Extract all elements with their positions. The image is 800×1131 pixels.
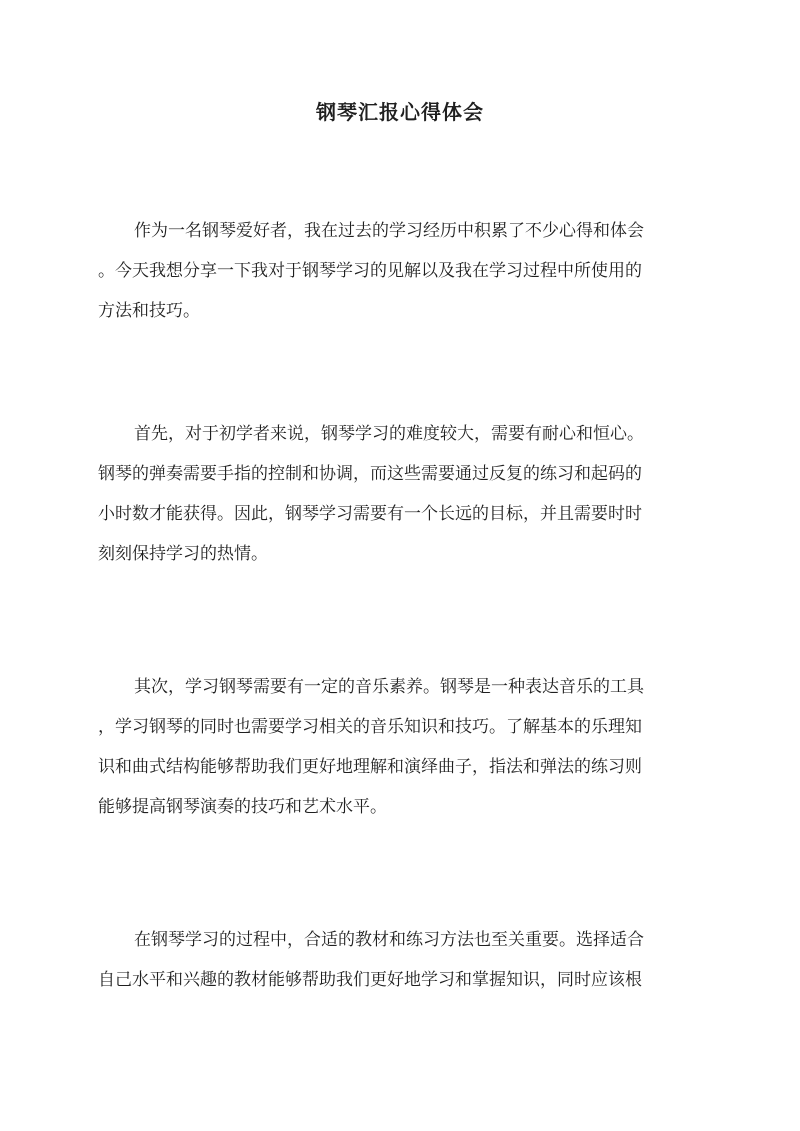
paragraph-3 — [98, 667, 702, 827]
paragraph-1 — [98, 211, 702, 331]
paragraph-line: ，学习钢琴的同时也需要学习相关的音乐知识和技巧。了解基本的乐理知 — [98, 717, 642, 737]
paragraph-line: 作为一名钢琴爱好者，我在过去的学习经历中积累了不少心得和体会 — [134, 221, 644, 241]
paragraph-line: 钢琴的弹奏需要手指的控制和协调，而这些需要通过反复的练习和起码的 — [98, 464, 642, 484]
paragraph-2 — [98, 414, 702, 574]
paragraph-line: 首先，对于初学者来说，钢琴学习的难度较大，需要有耐心和恒心。 — [134, 424, 644, 444]
paragraph-line: 自己水平和兴趣的教材能够帮助我们更好地学习和掌握知识，同时应该根 — [98, 970, 642, 990]
paragraph-line: 其次，学习钢琴需要有一定的音乐素养。钢琴是一种表达音乐的工具 — [134, 677, 644, 697]
paragraph-line: 方法和技巧。 — [98, 301, 200, 321]
paragraph-line: 。今天我想分享一下我对于钢琴学习的见解以及我在学习过程中所使用的 — [98, 261, 642, 281]
paragraph-line: 识和曲式结构能够帮助我们更好地理解和演绎曲子，指法和弹法的练习则 — [98, 757, 642, 777]
paragraph-4 — [98, 920, 702, 1000]
document-title: 钢琴汇报心得体会 — [316, 100, 484, 124]
paragraph-line: 小时数才能获得。因此，钢琴学习需要有一个长远的目标，并且需要时时 — [98, 504, 642, 524]
paragraph-line: 刻刻保持学习的热情。 — [98, 544, 268, 564]
paragraph-line: 在钢琴学习的过程中，合适的教材和练习方法也至关重要。选择适合 — [134, 930, 644, 950]
paragraph-line: 能够提高钢琴演奏的技巧和艺术水平。 — [98, 797, 387, 817]
